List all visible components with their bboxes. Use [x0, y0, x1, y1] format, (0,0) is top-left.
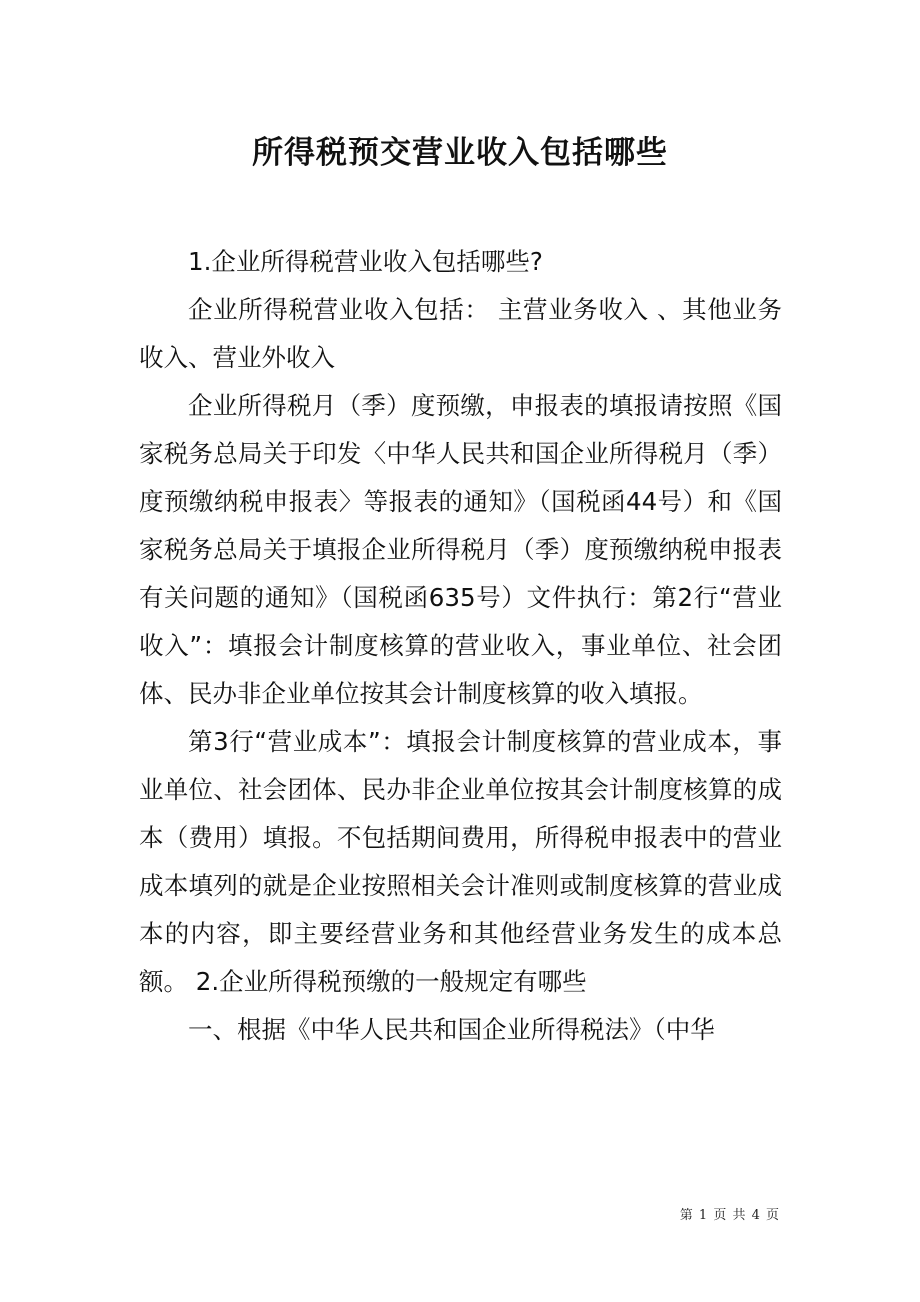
- paragraph-operating-cost: 第3行“营业成本”：填报会计制度核算的营业成本，事业单位、社会团体、民办非企业单位按其会计制度核算的成本（费用）填报。不包括期间费用，所得税申报表中的营业成本填列的就是企业按照相关会计准则或制度核算的营业成本的内容，即主要经营业务和其他经营业务发生的成本总额。 2.企业所得税预缴的一般规定有哪些: [139, 727, 782, 996]
- paragraph-law-reference: 一、根据《中华人民共和国企业所得税法》（中华: [188, 1015, 715, 1044]
- paragraph-question-1: 1.企业所得税营业收入包括哪些?: [188, 247, 543, 276]
- document-title: 所得税预交营业收入包括哪些: [252, 135, 668, 171]
- paragraph-filing-rules: 企业所得税月（季）度预缴，申报表的填报请按照《国家税务总局关于印发〈中华人民共和国企业所得税月（季）度预缴纳税申报表〉等报表的通知》（国税函44号）和《国家税务总局关于填报企业所得税月（季）度预缴纳税申报表有关问题的通知》（国税函635号）文件执行：第2行“营业收入”：填报会计制度核算的营业收入，事业单位、社会团体、民办非企业单位按其会计制度核算的收入填报。: [139, 391, 782, 708]
- paragraph-answer-1: 企业所得税营业收入包括： 主营业务收入 、其他业务收入、营业外收入: [139, 295, 782, 372]
- document-body: [139, 238, 782, 1054]
- page-number-footer: 第 1 页 共 4 页: [679, 1208, 780, 1223]
